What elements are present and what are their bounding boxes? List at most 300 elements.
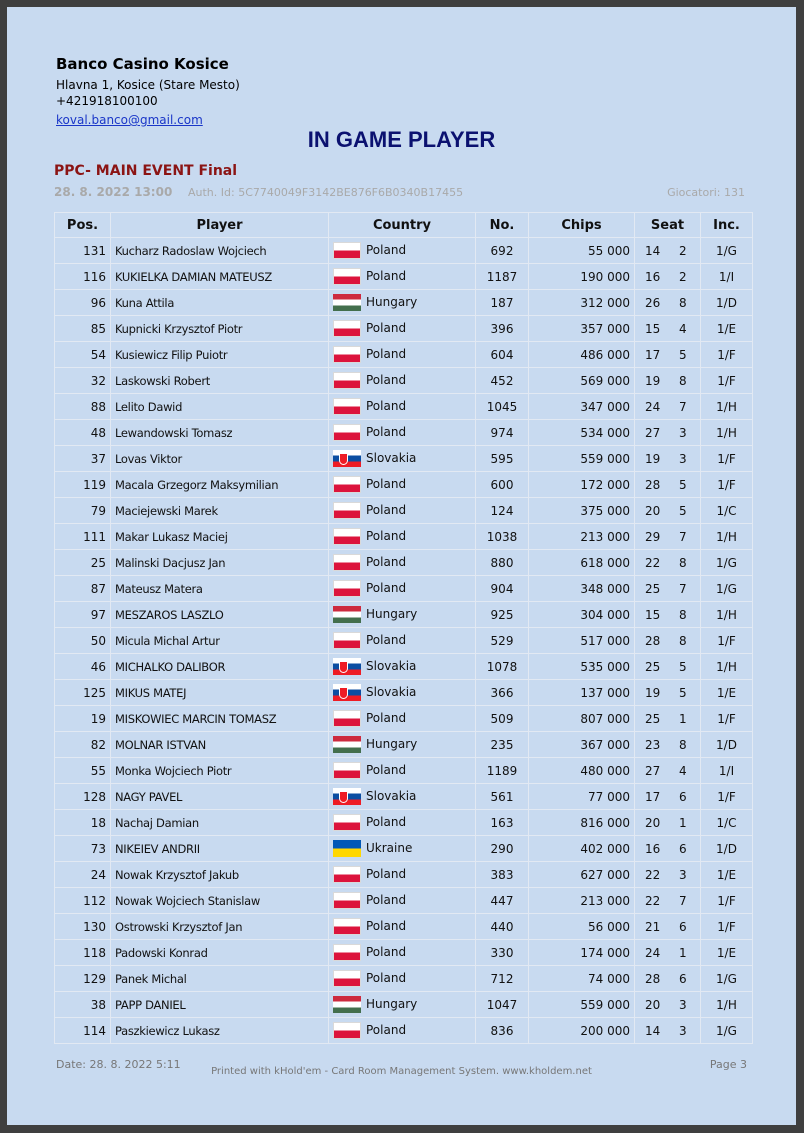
cell-pos: 128	[55, 784, 111, 810]
table-number: 22	[645, 894, 661, 908]
cell-chips: 559 000	[529, 992, 635, 1018]
seat-number: 2	[679, 270, 687, 284]
poland-flag-icon	[333, 398, 361, 415]
cell-inc: 1/F	[701, 446, 753, 472]
cell-pos: 37	[55, 446, 111, 472]
seat-number: 6	[679, 842, 687, 856]
table-row	[55, 706, 753, 732]
cell-pos: 79	[55, 498, 111, 524]
table-row	[55, 550, 753, 576]
seat-number: 7	[679, 400, 687, 414]
table-number: 24	[645, 946, 661, 960]
table-row	[55, 810, 753, 836]
col-header-chips: Chips	[529, 213, 635, 238]
cell-player: Monka Wojciech Piotr	[111, 758, 329, 784]
cell-country	[329, 940, 476, 966]
table-row	[55, 732, 753, 758]
cell-country	[329, 862, 476, 888]
seat-number: 1	[679, 816, 687, 830]
cell-pos: 118	[55, 940, 111, 966]
seat-number: 1	[679, 946, 687, 960]
cell-player: Kuna Attila	[111, 290, 329, 316]
cell-chips: 480 000	[529, 758, 635, 784]
country-name: Poland	[366, 373, 407, 387]
table-number: 15	[645, 322, 661, 336]
poland-flag-icon	[333, 528, 361, 545]
table-row	[55, 940, 753, 966]
slovakia-flag-icon	[333, 684, 361, 701]
cell-player: Kupnicki Krzysztof Piotr	[111, 316, 329, 342]
cell-no: 366	[476, 680, 529, 706]
country-name: Hungary	[366, 997, 418, 1011]
cell-seat	[635, 992, 701, 1018]
cell-seat	[635, 836, 701, 862]
cell-inc: 1/G	[701, 550, 753, 576]
cell-player: Kusiewicz Filip Puiotr	[111, 342, 329, 368]
cell-player: Micula Michal Artur	[111, 628, 329, 654]
country-name: Poland	[366, 971, 407, 985]
table-number: 19	[645, 452, 661, 466]
cell-chips: 213 000	[529, 524, 635, 550]
cell-inc: 1/G	[701, 966, 753, 992]
cell-inc: 1/E	[701, 680, 753, 706]
seat-number: 8	[679, 608, 687, 622]
country-name: Ukraine	[366, 841, 413, 855]
cell-player: Laskowski Robert	[111, 368, 329, 394]
country-name: Poland	[366, 529, 407, 543]
cell-inc: 1/C	[701, 498, 753, 524]
cell-seat	[635, 758, 701, 784]
poland-flag-icon	[333, 944, 361, 961]
cell-player: Panek Michal	[111, 966, 329, 992]
cell-chips: 55 000	[529, 238, 635, 264]
cell-pos: 96	[55, 290, 111, 316]
cell-player: KUKIELKA DAMIAN MATEUSZ	[111, 264, 329, 290]
table-number: 23	[645, 738, 661, 752]
cell-chips: 304 000	[529, 602, 635, 628]
slovakia-flag-icon	[333, 450, 361, 467]
seat-number: 8	[679, 738, 687, 752]
country-name: Poland	[366, 763, 407, 777]
poland-flag-icon	[333, 268, 361, 285]
cell-seat	[635, 654, 701, 680]
cell-country	[329, 914, 476, 940]
seat-number: 5	[679, 686, 687, 700]
seat-number: 8	[679, 634, 687, 648]
cell-pos: 73	[55, 836, 111, 862]
cell-pos: 32	[55, 368, 111, 394]
cell-seat	[635, 966, 701, 992]
cell-pos: 19	[55, 706, 111, 732]
country-name: Poland	[366, 581, 407, 595]
cell-inc: 1/E	[701, 940, 753, 966]
table-number: 16	[645, 270, 661, 284]
cell-inc: 1/D	[701, 290, 753, 316]
cell-no: 509	[476, 706, 529, 732]
cell-player: Macala Grzegorz Maksymilian	[111, 472, 329, 498]
cell-country	[329, 888, 476, 914]
cell-country	[329, 576, 476, 602]
poland-flag-icon	[333, 762, 361, 779]
table-row	[55, 1018, 753, 1044]
seat-number: 6	[679, 972, 687, 986]
poland-flag-icon	[333, 554, 361, 571]
cell-chips: 347 000	[529, 394, 635, 420]
cell-country	[329, 810, 476, 836]
seat-number: 7	[679, 894, 687, 908]
cell-no: 1189	[476, 758, 529, 784]
poland-flag-icon	[333, 372, 361, 389]
country-name: Poland	[366, 867, 407, 881]
cell-player: MISKOWIEC MARCIN TOMASZ	[111, 706, 329, 732]
cell-seat	[635, 810, 701, 836]
table-row	[55, 290, 753, 316]
cell-pos: 85	[55, 316, 111, 342]
hungary-flag-icon	[333, 736, 361, 753]
cell-player: Paszkiewicz Lukasz	[111, 1018, 329, 1044]
cell-country	[329, 1018, 476, 1044]
cell-country	[329, 602, 476, 628]
seat-number: 3	[679, 868, 687, 882]
hungary-flag-icon	[333, 606, 361, 623]
cell-no: 904	[476, 576, 529, 602]
cell-inc: 1/F	[701, 706, 753, 732]
cell-seat	[635, 888, 701, 914]
cell-pos: 18	[55, 810, 111, 836]
cell-inc: 1/E	[701, 316, 753, 342]
cell-seat	[635, 524, 701, 550]
country-name: Slovakia	[366, 789, 417, 803]
cell-pos: 114	[55, 1018, 111, 1044]
cell-chips: 348 000	[529, 576, 635, 602]
table-row	[55, 368, 753, 394]
cell-no: 561	[476, 784, 529, 810]
country-name: Slovakia	[366, 451, 417, 465]
slovakia-flag-icon	[333, 658, 361, 675]
venue-email-link[interactable]: koval.banco@gmail.com	[56, 113, 203, 127]
table-number: 25	[645, 712, 661, 726]
cell-pos: 130	[55, 914, 111, 940]
cell-no: 396	[476, 316, 529, 342]
cell-inc: 1/I	[701, 264, 753, 290]
table-row	[55, 342, 753, 368]
seat-number: 3	[679, 1024, 687, 1038]
cell-seat	[635, 446, 701, 472]
seat-number: 6	[679, 920, 687, 934]
page-title: IN GAME PLAYER	[307, 127, 496, 152]
hungary-flag-icon	[333, 294, 361, 311]
cell-no: 836	[476, 1018, 529, 1044]
cell-inc: 1/F	[701, 472, 753, 498]
venue-header	[56, 55, 240, 128]
table-number: 17	[645, 790, 661, 804]
cell-inc: 1/E	[701, 862, 753, 888]
cell-no: 163	[476, 810, 529, 836]
seat-number: 4	[679, 322, 687, 336]
cell-seat	[635, 420, 701, 446]
seat-number: 3	[679, 452, 687, 466]
seat-number: 5	[679, 348, 687, 362]
cell-no: 290	[476, 836, 529, 862]
seat-number: 4	[679, 764, 687, 778]
cell-pos: 82	[55, 732, 111, 758]
seat-number: 8	[679, 556, 687, 570]
cell-player: Ostrowski Krzysztof Jan	[111, 914, 329, 940]
table-number: 24	[645, 400, 661, 414]
poland-flag-icon	[333, 1022, 361, 1039]
poland-flag-icon	[333, 580, 361, 597]
table-row	[55, 602, 753, 628]
table-number: 21	[645, 920, 661, 934]
country-name: Poland	[366, 815, 407, 829]
table-row	[55, 966, 753, 992]
cell-seat	[635, 1018, 701, 1044]
ukraine-flag-icon	[333, 840, 361, 857]
cell-no: 1078	[476, 654, 529, 680]
country-name: Slovakia	[366, 685, 417, 699]
cell-player: MICHALKO DALIBOR	[111, 654, 329, 680]
footer-printed: Printed with kHold'em - Card Room Management System. www.kholdem.net	[211, 1066, 592, 1077]
cell-no: 600	[476, 472, 529, 498]
poland-flag-icon	[333, 710, 361, 727]
seat-number: 5	[679, 478, 687, 492]
cell-pos: 55	[55, 758, 111, 784]
cell-player: Makar Lukasz Maciej	[111, 524, 329, 550]
seat-number: 8	[679, 374, 687, 388]
country-name: Hungary	[366, 295, 418, 309]
cell-player: Lelito Dawid	[111, 394, 329, 420]
table-number: 28	[645, 478, 661, 492]
cell-chips: 535 000	[529, 654, 635, 680]
cell-inc: 1/F	[701, 914, 753, 940]
footer-page: Page 3	[709, 1058, 747, 1071]
cell-country	[329, 628, 476, 654]
cell-country	[329, 966, 476, 992]
cell-country	[329, 706, 476, 732]
col-header-seat: Seat	[635, 213, 701, 238]
poland-flag-icon	[333, 346, 361, 363]
cell-inc: 1/F	[701, 784, 753, 810]
country-name: Poland	[366, 503, 407, 517]
seat-number: 6	[679, 790, 687, 804]
cell-chips: 190 000	[529, 264, 635, 290]
cell-inc: 1/H	[701, 992, 753, 1018]
venue-name: Banco Casino Kosice	[56, 55, 229, 73]
col-header-pos: Pos.	[55, 213, 111, 238]
table-number: 14	[645, 1024, 661, 1038]
cell-chips: 486 000	[529, 342, 635, 368]
cell-no: 452	[476, 368, 529, 394]
table-header-row	[55, 213, 753, 238]
country-name: Poland	[366, 269, 407, 283]
table-row	[55, 394, 753, 420]
cell-seat	[635, 238, 701, 264]
table-row	[55, 784, 753, 810]
cell-chips: 77 000	[529, 784, 635, 810]
seat-number: 5	[679, 660, 687, 674]
seat-number: 5	[679, 504, 687, 518]
cell-no: 330	[476, 940, 529, 966]
table-row	[55, 680, 753, 706]
country-name: Poland	[366, 477, 407, 491]
table-row	[55, 472, 753, 498]
cell-country	[329, 992, 476, 1018]
cell-seat	[635, 680, 701, 706]
table-number: 29	[645, 530, 661, 544]
poland-flag-icon	[333, 632, 361, 649]
cell-pos: 48	[55, 420, 111, 446]
table-number: 20	[645, 816, 661, 830]
table-row	[55, 992, 753, 1018]
venue-address: Hlavna 1, Kosice (Stare Mesto)	[56, 78, 240, 92]
cell-inc: 1/D	[701, 732, 753, 758]
table-number: 20	[645, 998, 661, 1012]
table-number: 28	[645, 634, 661, 648]
cell-no: 124	[476, 498, 529, 524]
table-row	[55, 914, 753, 940]
cell-seat	[635, 784, 701, 810]
table-row	[55, 654, 753, 680]
table-row	[55, 576, 753, 602]
country-name: Poland	[366, 893, 407, 907]
cell-player: MOLNAR ISTVAN	[111, 732, 329, 758]
country-name: Hungary	[366, 607, 418, 621]
cell-player: NAGY PAVEL	[111, 784, 329, 810]
cell-seat	[635, 732, 701, 758]
cell-seat	[635, 342, 701, 368]
col-header-no: No.	[476, 213, 529, 238]
cell-country	[329, 732, 476, 758]
cell-country	[329, 394, 476, 420]
table-number: 17	[645, 348, 661, 362]
country-name: Hungary	[366, 737, 418, 751]
table-row	[55, 498, 753, 524]
country-name: Poland	[366, 555, 407, 569]
cell-inc: 1/G	[701, 1018, 753, 1044]
event-datetime: 28. 8. 2022 13:00	[54, 185, 173, 199]
cell-chips: 137 000	[529, 680, 635, 706]
cell-no: 1047	[476, 992, 529, 1018]
cell-pos: 46	[55, 654, 111, 680]
cell-pos: 24	[55, 862, 111, 888]
cell-no: 880	[476, 550, 529, 576]
auth-id: Auth. Id: 5C7740049F3142BE876F6B0340B17455	[188, 186, 464, 199]
poland-flag-icon	[333, 320, 361, 337]
cell-seat	[635, 394, 701, 420]
col-header-country: Country	[329, 213, 476, 238]
table-row	[55, 862, 753, 888]
cell-inc: 1/H	[701, 524, 753, 550]
poland-flag-icon	[333, 892, 361, 909]
country-name: Poland	[366, 243, 407, 257]
cell-seat	[635, 862, 701, 888]
cell-country	[329, 368, 476, 394]
cell-country	[329, 446, 476, 472]
cell-chips: 816 000	[529, 810, 635, 836]
cell-inc: 1/D	[701, 836, 753, 862]
cell-pos: 50	[55, 628, 111, 654]
country-name: Poland	[366, 633, 407, 647]
cell-chips: 213 000	[529, 888, 635, 914]
cell-no: 974	[476, 420, 529, 446]
country-name: Poland	[366, 425, 407, 439]
seat-number: 7	[679, 530, 687, 544]
table-row	[55, 316, 753, 342]
cell-chips: 200 000	[529, 1018, 635, 1044]
table-row	[55, 446, 753, 472]
cell-pos: 131	[55, 238, 111, 264]
cell-player: Lovas Viktor	[111, 446, 329, 472]
table-row	[55, 628, 753, 654]
cell-pos: 54	[55, 342, 111, 368]
table-number: 19	[645, 686, 661, 700]
table-row	[55, 758, 753, 784]
cell-country	[329, 498, 476, 524]
slovakia-flag-icon	[333, 788, 361, 805]
cell-seat	[635, 576, 701, 602]
cell-chips: 357 000	[529, 316, 635, 342]
cell-player: MIKUS MATEJ	[111, 680, 329, 706]
poland-flag-icon	[333, 424, 361, 441]
cell-chips: 517 000	[529, 628, 635, 654]
table-number: 26	[645, 296, 661, 310]
cell-chips: 174 000	[529, 940, 635, 966]
cell-no: 1187	[476, 264, 529, 290]
cell-player: Malinski Dacjusz Jan	[111, 550, 329, 576]
seat-number: 3	[679, 998, 687, 1012]
table-number: 28	[645, 972, 661, 986]
table-row	[55, 238, 753, 264]
cell-inc: 1/G	[701, 576, 753, 602]
seat-number: 2	[679, 244, 687, 258]
venue-phone: +421918100100	[56, 94, 158, 108]
table-number: 27	[645, 764, 661, 778]
seat-number: 8	[679, 296, 687, 310]
cell-country	[329, 290, 476, 316]
table-number: 25	[645, 660, 661, 674]
table-number: 14	[645, 244, 661, 258]
table-number: 25	[645, 582, 661, 596]
cell-pos: 38	[55, 992, 111, 1018]
cell-country	[329, 238, 476, 264]
cell-country	[329, 264, 476, 290]
cell-player: Maciejewski Marek	[111, 498, 329, 524]
cell-player: Padowski Konrad	[111, 940, 329, 966]
table-number: 16	[645, 842, 661, 856]
cell-country	[329, 654, 476, 680]
cell-pos: 125	[55, 680, 111, 706]
poland-flag-icon	[333, 242, 361, 259]
cell-chips: 74 000	[529, 966, 635, 992]
cell-no: 925	[476, 602, 529, 628]
seat-number: 1	[679, 712, 687, 726]
cell-chips: 807 000	[529, 706, 635, 732]
cell-seat	[635, 602, 701, 628]
seat-number: 3	[679, 426, 687, 440]
cell-pos: 97	[55, 602, 111, 628]
country-name: Poland	[366, 919, 407, 933]
cell-chips: 569 000	[529, 368, 635, 394]
cell-chips: 56 000	[529, 914, 635, 940]
cell-no: 440	[476, 914, 529, 940]
cell-country	[329, 680, 476, 706]
cell-pos: 25	[55, 550, 111, 576]
cell-inc: 1/C	[701, 810, 753, 836]
poland-flag-icon	[333, 970, 361, 987]
cell-pos: 116	[55, 264, 111, 290]
cell-seat	[635, 914, 701, 940]
cell-country	[329, 472, 476, 498]
